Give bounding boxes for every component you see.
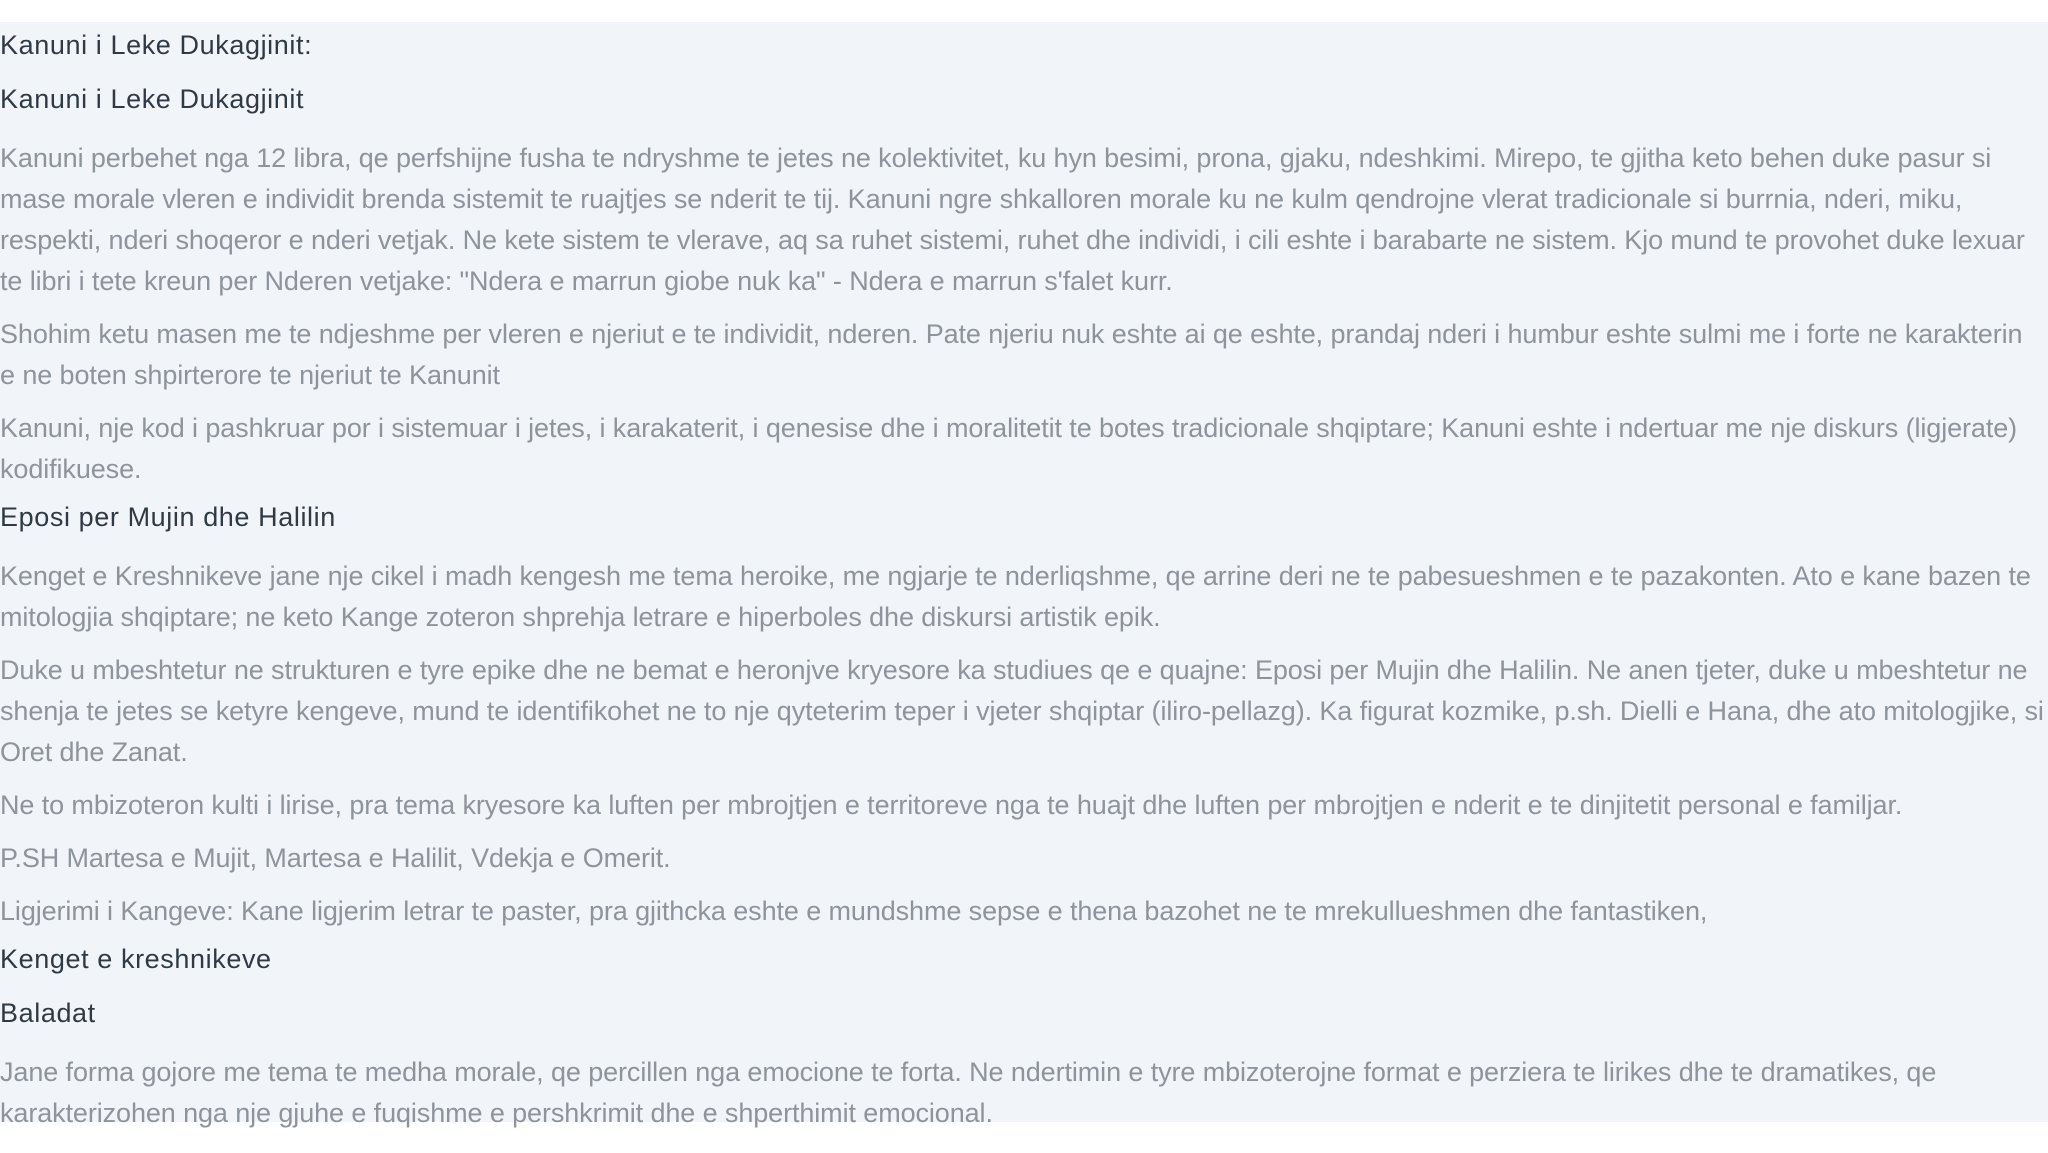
paragraph-kulti-lirise: Ne to mbizoteron kulti i lirise, pra tema kryesore ka luften per mbrojtjen e territoreve nga te huajt dhe luften per mbrojtjen e nderit e te dinjitetit personal e familjar. — [0, 790, 1903, 820]
paragraph-shembuj: P.SH Martesa e Mujit, Martesa e Halilit, Vdekja e Omerit. — [0, 843, 671, 873]
paragraph-baladat: Jane forma gojore me tema te medha morale, qe percillen nga emocione te forta. Ne ndertimin e tyre mbizoterojne format e perziera te lirikes dhe te dramatikes, qe karakterizohen nga nje gjuhe e fuqishme e pershkrimit dhe e shperthimit emocional. — [0, 1057, 1937, 1128]
document-body — [0, 22, 2048, 1128]
section-heading-kanuni: Kanuni i Leke Dukagjinit — [0, 84, 305, 114]
paragraph-kanuni-libra: Kanuni perbehet nga 12 libra, qe perfshijne fusha te ndryshme te jetes ne kolektivitet, ku hyn besimi, prona, gjaku, ndeshkimi. Mirepo, te gjitha keto behen duke pasur si mase morale vleren e individit brenda sistemit te ruajtjes se nderit te tij. Kanuni ngre shkalloren morale ku ne kulm qendrojne vlerat tradicionale si burrnia, nderi, miku, respekti, nderi shoqeror e nderi vetjak. Ne kete sistem te vlerave, aq sa ruhet sistemi, ruhet dhe individi, i cili eshte i barabarte ne sistem. Kjo mund te provohet duke lexuar te libri i tete kreun per Nderen vetjake: "Ndera e marrun giobe nuk ka" - Ndera e marrun s'falet kurr. — [0, 143, 2025, 296]
section-heading-kenget: Kenget e kreshnikeve — [0, 944, 272, 974]
section-heading-baladat: Baladat — [0, 998, 96, 1028]
doc-title: Kanuni i Leke Dukagjinit: — [0, 30, 313, 60]
paragraph-kreshnike-struktura: Duke u mbeshtetur ne strukturen e tyre epike dhe ne bemat e heronjve kryesore ka studiues qe e quajne: Eposi per Mujin dhe Halilin. Ne anen tjeter, duke u mbeshtetur ne shenja te jetes se ketyre kengeve, mund te identifikohet ne to nje qyteterim teper i vjeter shqiptar (iliro-pellazg). Ka figurat kozmike, p.sh. Dielli e Hana, dhe ato mitologjike, si Oret dhe Zanat. — [0, 655, 2044, 767]
section-heading-eposi: Eposi per Mujin dhe Halilin — [0, 502, 336, 532]
paragraph-kanuni-kod: Kanuni, nje kod i pashkruar por i sistemuar i jetes, i karakaterit, i qenesise dhe i moralitetit te botes tradicionale shqiptare; Kanuni eshte i ndertuar me nje diskurs (ligjerate) kodifikuese. — [0, 413, 2018, 484]
paragraph-kanuni-nderi: Shohim ketu masen me te ndjeshme per vleren e njeriut e te individit, nderen. Pate njeriu nuk eshte ai qe eshte, prandaj nderi i humbur eshte sulmi me i forte ne karakterin e ne boten shpirterore te njeriut te Kanunit — [0, 319, 2023, 390]
paragraph-ligjerimi: Ligjerimi i Kangeve: Kane ligjerim letrar te paster, pra gjithcka eshte e mundshme sepse e thena bazohet ne te mrekullueshmen dhe fantastiken, — [0, 896, 1708, 926]
paragraph-kreshnike-cikel: Kenget e Kreshnikeve jane nje cikel i madh kengesh me tema heroike, me ngjarje te nderliqshme, qe arrine deri ne te pabesueshmen e te pazakonten. Ato e kane bazen te mitologjia shqiptare; ne keto Kange zoteron shprehja letrare e hiperboles dhe diskursi artistik epik. — [0, 561, 2031, 632]
